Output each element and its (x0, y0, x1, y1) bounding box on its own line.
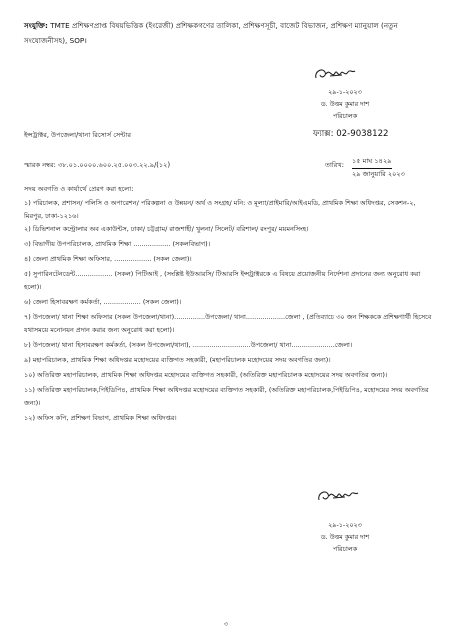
signature-1-date: ২৯-১-২০২৩ (328, 88, 362, 96)
recipient-line: ইন্সট্রাক্টর, উপজেলা/থানা রিসোর্স সেন্টার (24, 131, 131, 139)
list-item: ৯) মহাপরিচালক, প্রাথমিক শিক্ষা অধিদপ্তর মহোদয়ের ব্যক্তিগত সহকারী, (মহাপরিচালক মহোদয়ের সদয় অবগতির জন্য)। (24, 356, 331, 364)
attachment-label: সংযুক্তি: (24, 21, 48, 30)
list-item: ৪) জেলা প্রাথমিক শিক্ষা অফিসার, .................. (সকল জেলা)। (24, 255, 192, 263)
list-item: ১১) অতিরিক্ত মহাপরিচালক,পিইডিপি৪, প্রাথমিক শিক্ষা অধিদপ্তর মহোদয়ের ব্যক্তিগত সহকারী, (অতিরিক্ত মহাপরিচালক,পিইডিপি৪, মহোদয়ের সদয় অবগতির জন্য)। (24, 386, 429, 407)
signature-2-date: ২৯-১-২০২৩ (328, 521, 362, 529)
list-item: ১২) অফিস কপি, প্রশিক্ষণ বিভাগ, প্রাথমিক শিক্ষা অধিদপ্তর। (24, 414, 177, 422)
signature-1-name: ড. উত্তম কুমার দাশ (320, 100, 370, 108)
signature-2 (315, 486, 361, 506)
list-item: ২) ডিভিশনাল কন্ট্রোলার অব একাউন্টস, ঢাকা/ চট্টগ্রাম/ রাজশাহী/ খুলনা/ সিলেট/ বরিশাল/ রংপুর/ ময়মনসিংহ। (24, 225, 309, 233)
list-item: ১০) অতিরিক্ত মহাপরিচালক, প্রাথমিক শিক্ষা অধিদপ্তর মহোদয়ের ব্যক্তিগত সহকারী, (অতিরিক্ত মহাপরিচালক মহোদয়ের সদয় অবগতির জন্য)। (24, 371, 388, 379)
attachment-text: TMTE প্রশিক্ষণপ্রাপ্ত বিষয়ভিত্তিক (ইংরেজী) প্রশিক্ষকগণের তালিকা, প্রশিক্ষণসূচী, বাজেট বিভাজন, প্রশিক্ষণ ম্যানুয়াল (নতুন সংযোজনীসহ), SOP। (24, 21, 398, 45)
memo-date-label: তারিখ: (325, 161, 344, 169)
attachment-line (24, 18, 434, 48)
signature-2-title: পরিচালক (332, 545, 358, 553)
memo-date-bangla: ১৫ মাঘ ১৪২৯ (352, 155, 392, 169)
list-item: ৫) সুপারিনটেনডেন্ট.................. (সকল) পিটিআই , (সংশ্লিষ্ট ইউআরসি/ টিআরসি ইন্সট্রাক্টরকে এ বিষয়ে প্রয়োজনীয় নির্দেশনা প্রদানের জন্য অনুরোধ করা হলো)। (24, 270, 421, 291)
list-item: ৩) বিভাগীয় উপপরিচালক, প্রাথমিক শিক্ষা .................. (সকলবিভাগ)। (24, 240, 211, 248)
distribution-list (24, 197, 432, 425)
signature-2-name: ড. উত্তম কুমার দাশ (320, 533, 370, 541)
list-item: ৬) জেলা হিসাবরক্ষণ কর্মকর্তা, .................. (সকল জেলা)। (24, 298, 182, 306)
fax-number: ফ্যাক্স: 02-9038122 (313, 129, 389, 139)
memo-number: স্মারক নম্বর: ৩৮.০১.০০০০.৬০০.২৫.০০৩.২২.৯/(১২) (24, 161, 171, 169)
signature-1 (312, 64, 358, 84)
list-item: ৮) উপজেলা/ থানা হিসাবরক্ষণ কর্মকর্তা, (সকল উপজেলা/থানা), ............................উপজেলা/ থানা.....................জেলা। (24, 341, 353, 349)
signature-1-title: পরিচালক (332, 112, 358, 120)
list-item: ৭) উপজেলা/ থানা শিক্ষা অফিসার (সকল উপজেলা/থানা)...............উপজেলা/ থানা...................জেলা , (প্রতিব্যাচে ৩০ জন শিক্ষককে প্রশিক্ষণার্থী হিসেবে যথাসময়ে মনোনয়ন প্রদান করার জন্য অনুরোধ করা হলো)। (24, 313, 432, 334)
distribution-intro: সদয় অবগতি ও কার্যার্থে প্রেরণ করা হলো: (24, 185, 134, 193)
page-number: ৩ (224, 621, 228, 628)
memo-date-english: ২৯ জানুয়ারি ২০২৩ (352, 170, 405, 178)
signature-block-2 (290, 519, 400, 555)
signature-block-1 (290, 86, 400, 122)
list-item: ১) পরিচালক, প্রশাসন/ পলিসি ও অপারেশন/ পরিকল্পনা ও উন্নয়ন/ অর্থ ও সংগ্রহ/ মনি: ও মূল্যা/প্রাইমারি/আইএমডি, প্রাথমিক শিক্ষা অধিদপ্তর, সেকশন-২, মিরপুর, ঢাকা-১২১৬। (24, 199, 416, 220)
